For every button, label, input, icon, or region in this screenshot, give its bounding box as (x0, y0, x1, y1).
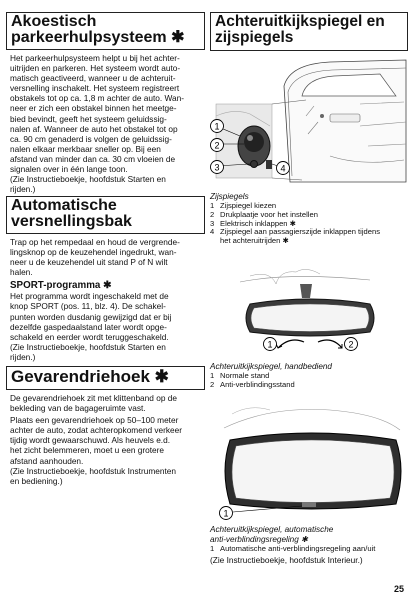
body-line: afstand aanhouden. (10, 455, 84, 466)
manual-mirror-illustration (210, 258, 408, 358)
page-number: 25 (393, 584, 404, 594)
manual-mirror-caption: Achteruitkijkspiegel, handbediend (210, 362, 332, 371)
auto-mirror-callout-1 (220, 507, 233, 520)
sport-program-heading: SPORT-programma ✱ (10, 280, 112, 292)
legend-item-number: 1 (210, 371, 215, 380)
auto-mirror-caption-line-1: Achteruitkijkspiegel, automatische (210, 525, 334, 534)
auto-mirror-legend (210, 525, 408, 565)
legend-item-text: Elektrisch inklappen ✱ (220, 218, 297, 228)
manual-mirror-list (210, 372, 408, 390)
reference-line: rijden.) (10, 184, 36, 195)
legend-item-number: 2 (210, 379, 215, 389)
body-line: halen. (10, 267, 33, 278)
legend-item-number: 4 (210, 227, 215, 237)
body-line: bekleding van de bagageruimte vast. (10, 403, 146, 414)
callout-number: 2 (348, 339, 354, 350)
side-mirror-callout-4 (277, 162, 290, 175)
side-mirror-callout-2 (211, 139, 224, 152)
auto-mirror-list (210, 545, 408, 554)
auto-gearbox-title (6, 196, 205, 234)
warning-triangle-reference (10, 466, 205, 486)
side-mirror-callout-3 (211, 161, 224, 174)
body-line: De gevarendriehoek zit met klittenband op de (10, 393, 177, 403)
warning-triangle-body-2 (10, 415, 205, 465)
warning-triangle-title-text: Gevarendriehoek ✱ (11, 367, 169, 386)
right-column (210, 12, 408, 565)
parking-assist-reference (10, 174, 205, 194)
side-mirror-caption: Zijspiegels (210, 192, 249, 201)
body-line: Plaats een gevarendriehoek op 50–100 meter (10, 415, 179, 426)
callout-number: 1 (214, 121, 220, 132)
body-line: obstakels tot op ca. 1,8 m achter de auto. Wan- (10, 93, 185, 104)
reference-line: rijden.) (10, 351, 36, 362)
parking-assist-title-text: Akoestisch parkeerhulpsysteem ✱ (11, 13, 185, 46)
legend-item (210, 545, 408, 554)
legend-item-number: 1 (210, 201, 215, 210)
legend-item-text: Drukplaatje voor het instellen (220, 209, 318, 219)
callout-number: 1 (267, 339, 273, 350)
body-line: afstand van minder dan ca. 30 cm vloeien de (10, 153, 176, 164)
legend-item-text: Normale stand (220, 371, 270, 380)
reference-line: (Zie Instructieboekje, hoofdstuk Starten en (10, 341, 166, 352)
auto-dimming-mirror-illustration (210, 400, 408, 522)
callout-number: 3 (214, 162, 220, 173)
parking-assist-title (6, 12, 205, 50)
auto-mirror-caption-line-2: anti-verblindingsregeling ✱ (210, 535, 308, 544)
side-mirror-legend (210, 192, 408, 246)
body-line: Trap op het rempedaal en houd de vergrende- (10, 237, 180, 247)
body-line: dezelfde gaspedaalstand later wordt opge- (10, 321, 167, 332)
auto-gearbox-body (10, 237, 205, 277)
body-line: ca. 90 cm genaderd is volgen de geluidssig- (10, 133, 172, 144)
body-line: Het parkeerhulpsysteem helpt u bij het achter- (10, 53, 180, 63)
callout-number: 1 (223, 508, 229, 519)
legend-item-number (210, 237, 220, 246)
body-line: knop SPORT (pos. 11, blz. 4). De schakel- (10, 301, 166, 312)
legend-item-number: 1 (210, 544, 215, 553)
auto-gearbox-title-text: Automatische versnellingsbak (11, 197, 132, 230)
reference-line: (Zie Instructieboekje, hoofdstuk Starten en (10, 174, 166, 185)
parking-assist-body (10, 53, 205, 174)
door-mirror-control-illustration (210, 56, 408, 186)
body-line: neer u de keuzehendel uit stand P of N wilt (10, 257, 168, 268)
auto-gearbox-section (10, 196, 205, 362)
warning-triangle-section (10, 366, 205, 486)
callout-number: 2 (214, 140, 220, 151)
body-line: nalen af. Wanneer de auto het obstakel tot op (10, 123, 178, 134)
manual-mirror-callout-1 (264, 338, 277, 351)
legend-item-number: 3 (210, 218, 215, 228)
warning-triangle-title (6, 366, 205, 390)
side-mirror-callout-1 (211, 120, 224, 133)
legend-item (210, 381, 408, 390)
sport-program-body (10, 291, 205, 341)
body-line: lingsknop op de keuzehendel ingedrukt, wan- (10, 247, 177, 258)
manual-mirror-legend (210, 362, 408, 390)
body-line: bied bevindt, geeft het systeem geluidssig- (10, 113, 167, 124)
side-mirror-list (210, 202, 408, 246)
callout-number: 4 (280, 163, 286, 174)
body-line: versnelling inschakelt. Het systeem registreert (10, 83, 180, 94)
manual-mirror-callout-2 (345, 338, 358, 351)
body-line: signalen over in één lange toon. (10, 164, 128, 175)
legend-item (210, 237, 408, 246)
body-line: schakeld en eerder wordt teruggeschakeld. (10, 331, 169, 342)
body-line: het zicht belemmeren, moet u een grotere (10, 445, 165, 456)
legend-item-number: 2 (210, 209, 215, 219)
body-line: Het programma wordt ingeschakeld met de (10, 291, 169, 302)
body-line: nalen elkaar merkbaar sneller op. Bij een (10, 143, 161, 154)
body-line: achter de auto, zodat achteropkomend verkeer (10, 425, 183, 436)
warning-triangle-body (10, 393, 205, 413)
reference-line: en bediening.) (10, 475, 63, 486)
auto-mirror-reference: (Zie Instructieboekje, hoofdstuk Interieur.) (210, 554, 363, 565)
legend-item-text: Zijspiegel kiezen (220, 201, 277, 210)
reference-line: (Zie Instructieboekje, hoofdstuk Instrumenten (10, 465, 177, 476)
legend-item-text: Automatische anti-verblindingsregeling aan/uit (220, 544, 376, 553)
body-line: tijdig wordt gewaarschuwd. Als heuvels e.d. (10, 435, 171, 446)
parking-assist-section (10, 12, 205, 194)
body-line: matisch geactiveerd, wanneer u de achteruit- (10, 73, 176, 84)
mirrors-title-text: Achteruitkijkspiegel en zijspiegels (215, 13, 385, 46)
body-line: uitrijden en parkeren. Het systeem wordt auto- (10, 63, 181, 74)
legend-item-text: het achteruitrijden ✱ (220, 236, 289, 246)
legend-item-text: Anti-verblindingsstand (220, 379, 295, 389)
body-line: punten worden dusdanig gewijzigd dat er bij (10, 311, 172, 322)
auto-gearbox-reference (10, 342, 205, 362)
mirrors-title (210, 12, 408, 51)
body-line: neer er zich een obstakel binnen het meetge- (10, 103, 177, 114)
legend-item-text: Zijspiegel aan passagierszijde inklappen tijdens (220, 227, 380, 237)
